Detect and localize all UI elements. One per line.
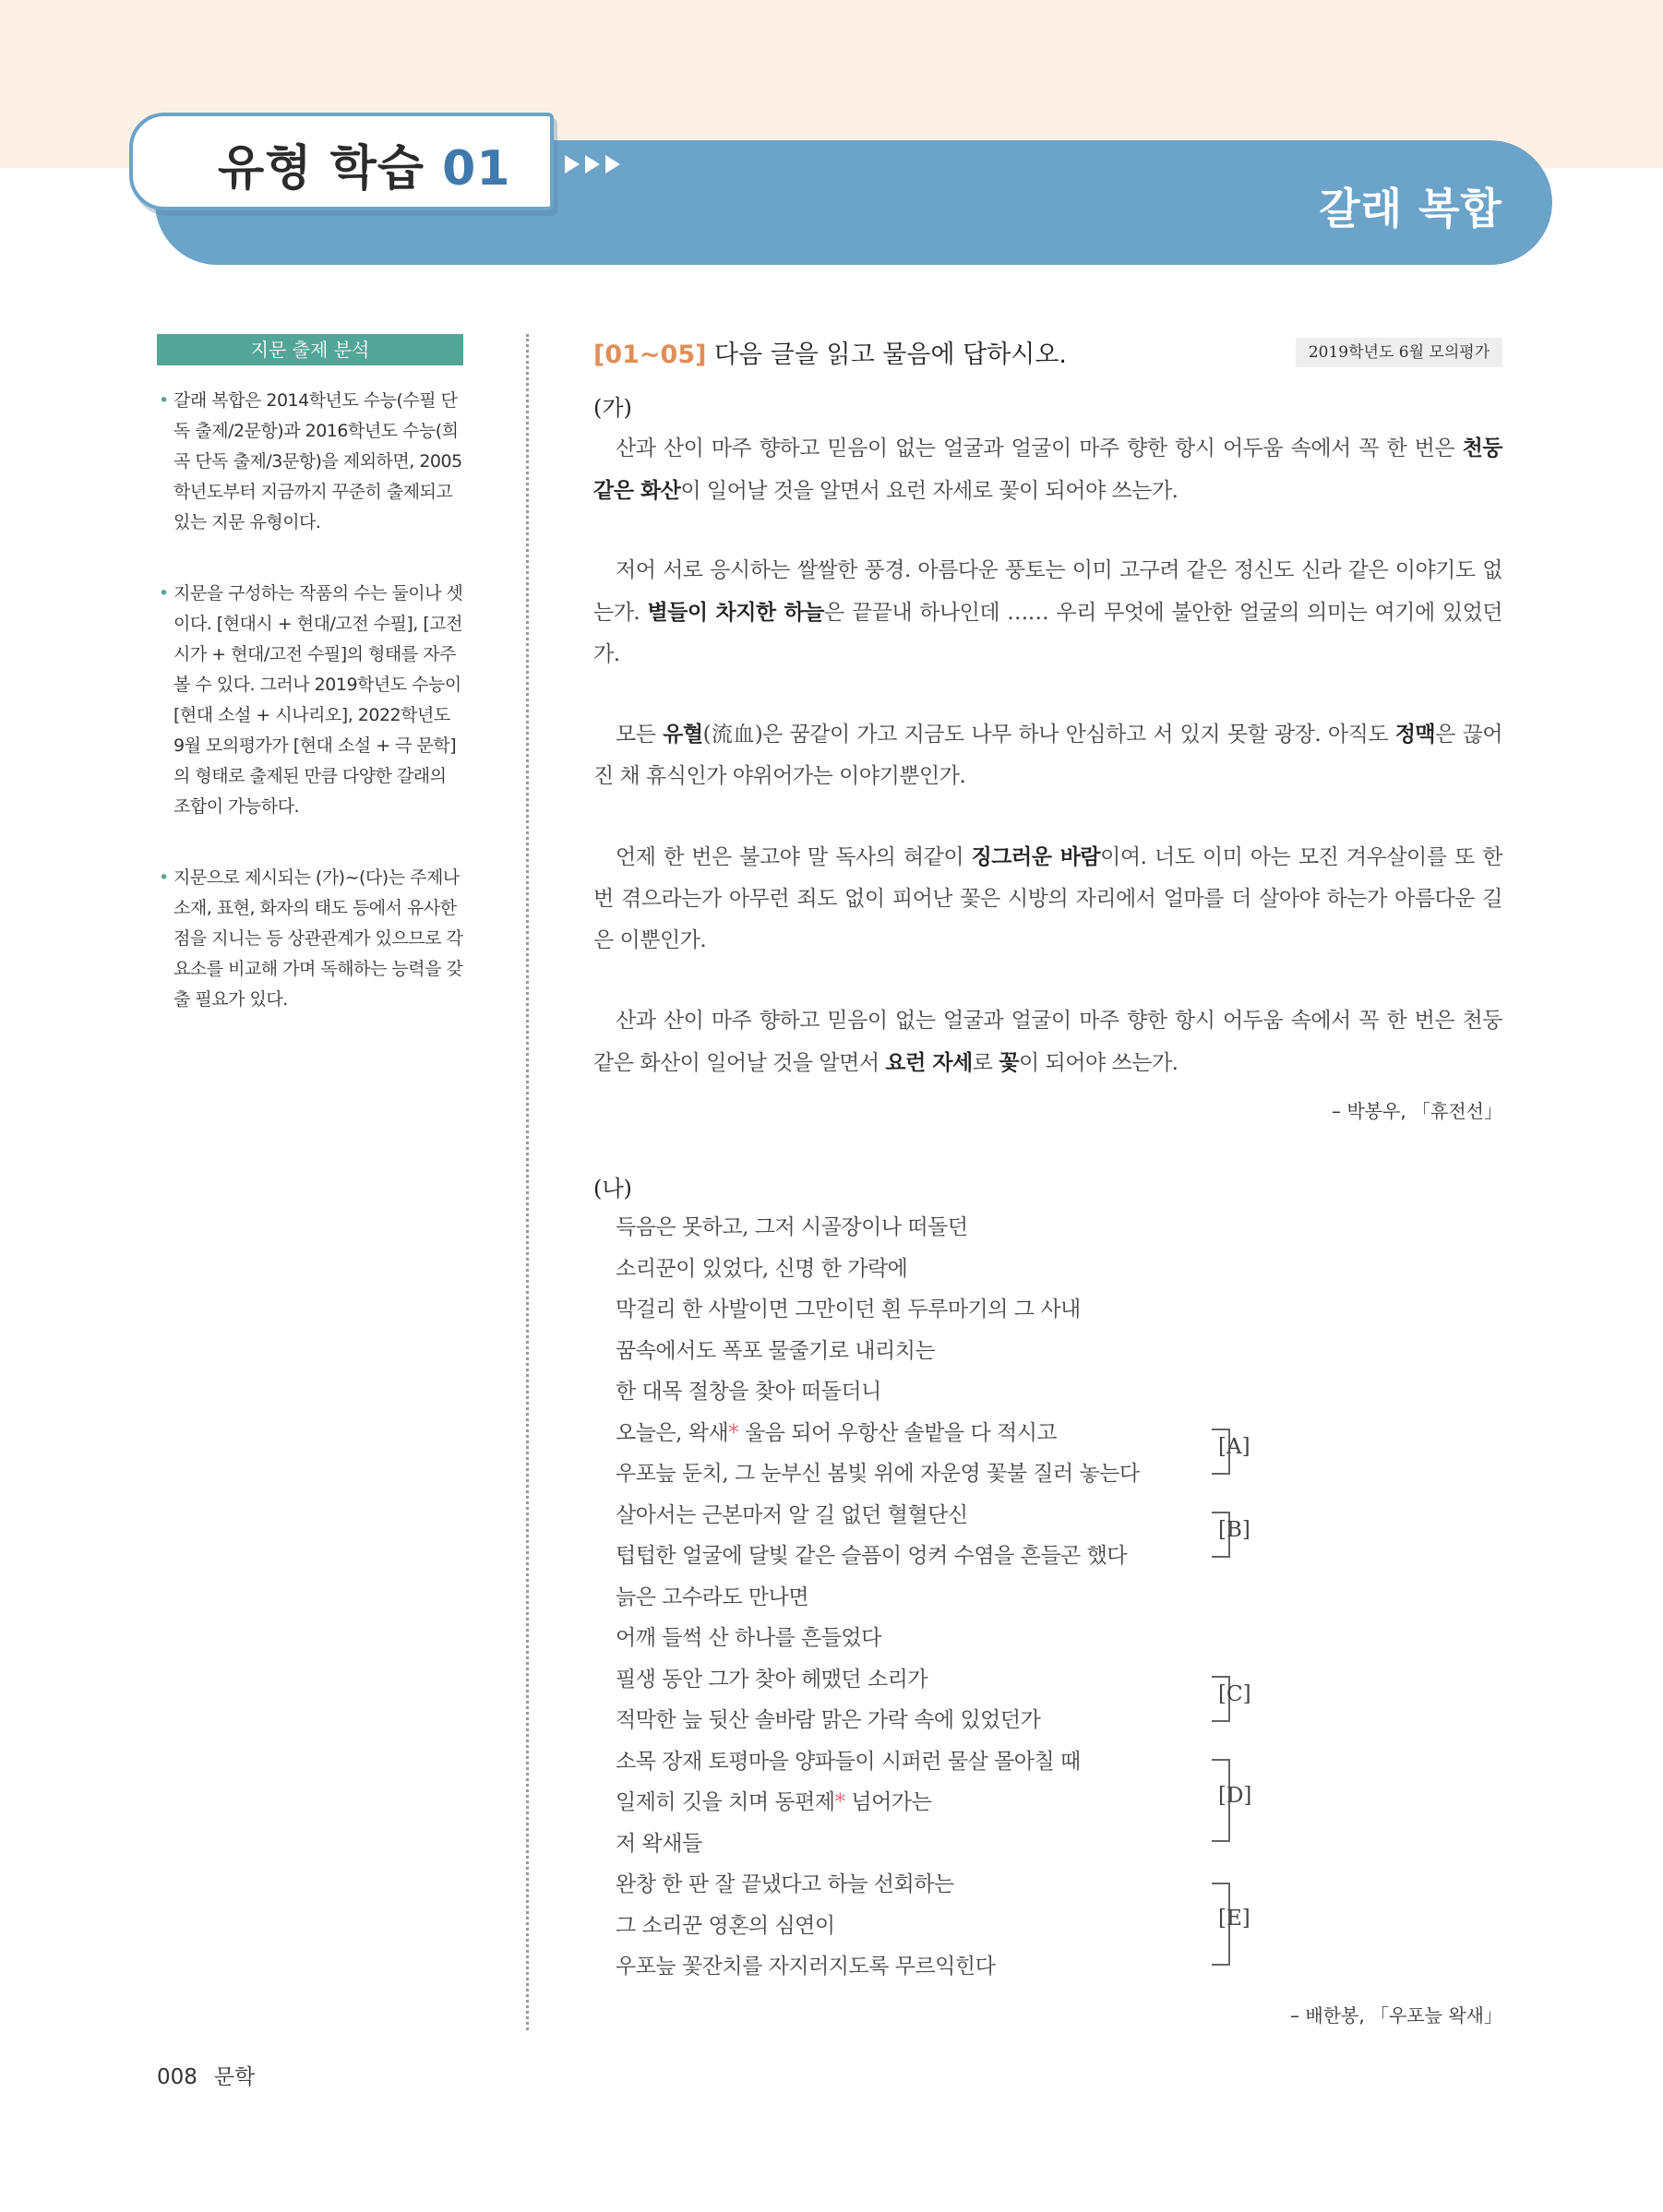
bold-phrase: 유혈 [663,722,703,747]
poem [616,1207,1206,1988]
source-badge: 2019학년도 6월 모의평가 [1296,338,1502,367]
bracket-label-a: [A] [1218,1435,1250,1459]
section-tab [129,113,554,210]
poem-line: 우포늪 둔치, 그 눈부신 봄빛 위에 자운영 꽃불 질러 놓는다 [616,1462,1140,1486]
bold-phrase: 꽃 [999,1050,1020,1075]
bullet-icon: • [159,390,169,411]
passage-a-citation: – 박봉우, 「휴전선」 [1332,1100,1502,1122]
passage-b-label: (나) [593,1176,632,1202]
footer-section: 문학 [213,2065,256,2089]
bold-phrase: 정맥 [1394,722,1436,747]
poem-line: 완창 한 판 잘 끝냈다고 하늘 선회하는 [616,1872,954,1896]
footnote-asterisk: * [728,1420,739,1445]
question-range: [01~05] [593,341,707,369]
bracket-label-d: [D] [1218,1784,1252,1808]
sidebar-note-text: 지문으로 제시되는 (가)~(다)는 주제나 소재, 표현, 화자의 태도 등에서 유사한 점을 지니는 등 상관관계가 있으므로 각 요소를 비교해 가며 독해하는 능력을 갖출 필요가 있다. [173,867,463,1010]
sidebar-note [159,386,465,538]
passage-a-paragraph: 언제 한 번은 불고야 말 독사의 혀같이 징그러운 바람이여. 너도 이미 아는 모진 겨우살이를 또 한 번 겪으라는가 아무런 죄도 없이 피어난 꽃은 시방의 자리에서 얼마를 더 살아야 하는가 아름다운 길은 이뿐인가. [593,844,1502,952]
poem-line: 늙은 고수라도 만나면 [616,1584,809,1609]
banner-title: 갈래 복합 [1319,184,1502,233]
footnote-asterisk: * [834,1790,845,1814]
poem-line: 어깨 들썩 산 하나를 흔들었다 [616,1626,881,1650]
question-instruction: 다음 글을 읽고 물음에 답하시오. [706,341,1068,369]
passage-a-paragraph: 저어 서로 응시하는 쌀쌀한 풍경. 아름다운 풍토는 이미 고구려 같은 정신도 신라 같은 이야기도 없는가. 별들이 차지한 하늘은 끝끝내 하나인데 …… 우리 무엇에 불안한 얼굴의 의미는 여기에 있었던가. [593,558,1503,666]
poem-line: 그 소리꾼 영혼의 심연이 [616,1913,835,1938]
tab-title-text: 유형 학습 [218,141,443,197]
poem-line: 저 왁새들 [616,1831,702,1856]
section-tab-title [218,129,511,198]
bracket-label-b: [B] [1218,1518,1250,1542]
bullet-icon: • [159,867,169,888]
poem-line: 한 대목 절창을 찾아 떠돌더니 [616,1380,881,1404]
poem-line: 오늘은, 왁새* 울음 되어 우항산 솔밭을 다 적시고 [616,1420,1058,1445]
poem-line: 우포늪 꽃잔치를 자지러지도록 무르익힌다 [616,1955,996,1979]
bracket-label-e: [E] [1218,1907,1250,1931]
bold-phrase: 천둥 같은 화산 [593,436,1502,503]
poem-line: 득음은 못하고, 그저 시골장이나 떠돌던 [616,1215,968,1239]
poem-line: 적막한 늪 뒷산 솔바람 맑은 가락 속에 있었던가 [616,1708,1041,1732]
poem-line: 텁텁한 얼굴에 달빛 같은 슬픔이 엉켜 수염을 흔들곤 했다 [616,1544,1128,1568]
passage-a-paragraph: 산과 산이 마주 향하고 믿음이 없는 얼굴과 얼굴이 마주 향한 항시 어두움 속에서 꼭 한 번은 천둥 같은 화산이 일어날 것을 알면서 요런 자세로 꽃이 되어야 쓰는가. [593,1009,1502,1075]
passage-a-paragraph: 모든 유혈(流血)은 꿈같이 가고 지금도 나무 하나 안심하고 서 있지 못할 광장. 아직도 정맥은 끊어진 채 휴식인가 야위어가는 이야기뿐인가. [593,722,1502,788]
poem-line: 소목 장재 토평마을 양파들이 시퍼런 물살 몰아칠 때 [616,1749,1081,1774]
page-number: 008 [157,2065,197,2089]
bullet-icon: • [159,583,169,604]
sidebar-title: 지문 출제 분석 [157,334,463,365]
sidebar-notes [159,386,465,1056]
bold-phrase: 별들이 차지한 하늘 [647,600,824,625]
page-footer [157,2060,255,2090]
poem-line: 필생 동안 그가 찾아 헤맸던 소리가 [616,1667,928,1692]
question-heading [593,334,1067,370]
passage-a-label: (가) [593,395,632,421]
triple-arrow-icon [565,155,620,173]
sidebar-note [159,579,465,822]
poem-line: 꿈속에서도 폭포 물줄기로 내리치는 [616,1338,936,1363]
bold-phrase: 요런 자세 [885,1050,973,1075]
tab-number: 01 [442,141,511,197]
poem-line: 살아서는 근본마저 알 길 없던 혈혈단신 [616,1502,968,1527]
passage-b-citation: – 배한봉, 「우포늪 왁새」 [1290,2004,1502,2027]
sidebar-note [159,863,465,1015]
poem-line: 소리꾼이 있었다, 신명 한 가락에 [616,1256,908,1281]
sidebar-note-text: 갈래 복합은 2014학년도 수능(수필 단독 출제/2문항)과 2016학년도 수능(희곡 단독 출제/3문항)을 제외하면, 2005학년도부터 지금까지 꾸준히 출제되고 있는 지문 유형이다. [173,390,462,532]
bracket-label-c: [C] [1218,1682,1251,1706]
bold-phrase: 징그러운 바람 [971,844,1101,869]
passage-a-paragraph: 산과 산이 마주 향하고 믿음이 없는 얼굴과 얼굴이 마주 향한 항시 어두움 속에서 꼭 한 번은 천둥 같은 화산이 일어날 것을 알면서 요런 자세로 꽃이 되어야 쓰는가. [593,436,1502,503]
sidebar-note-text: 지문을 구성하는 작품의 수는 둘이나 셋이다. [현대시 + 현대/고전 수필], [고전 시가 + 현대/고전 수필]의 형태를 자주 볼 수 있다. 그러나 2019학년도 수능이 [현대 소설 + 시나리오], 2022학년도 9월 모의평가가 [현대 소설 + 극 문학]의 형태로 출제된 만큼 다양한 갈래의 조합이 가능하다. [173,583,463,817]
column-divider [526,334,529,2030]
poem-line: 일제히 깃을 치며 동편제* 넘어가는 [616,1790,932,1814]
poem-line: 막걸리 한 사발이면 그만이던 흰 두루마기의 그 사내 [616,1297,1081,1321]
